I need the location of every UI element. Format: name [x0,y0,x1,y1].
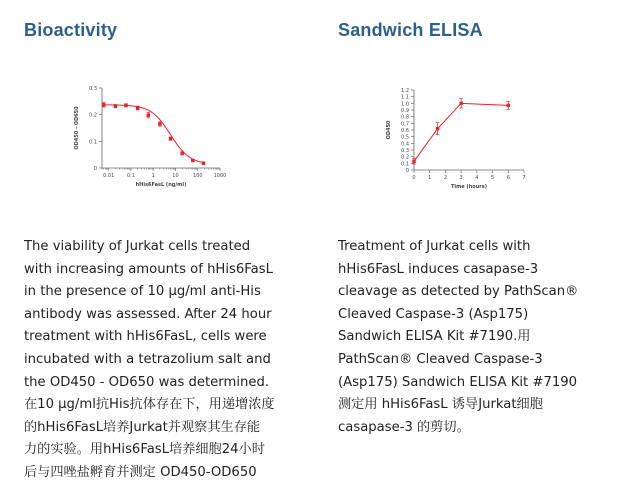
y-tick-label: 0.3 [89,86,97,92]
x-tick-label: 1 [428,175,432,181]
data-point [202,162,205,165]
description-line: antibody was assessed. After 24 hour [24,306,272,322]
x-tick-label: 1 [151,173,155,179]
y-tick-label: 0.3 [401,148,409,154]
data-point [507,104,510,107]
data-point [147,114,150,117]
bioactivity-description [24,236,308,485]
description-line: treatment with hHis6FasL, cells were [24,329,267,345]
x-tick-label: 0.1 [126,173,135,179]
description-line: PathScan® Cleaved Caspase-3 [338,351,543,367]
description-line: (Asp175) Sandwich ELISA Kit #7190 [338,374,578,390]
bioactivity-chart [62,78,232,196]
data-point [412,160,415,163]
y-tick-label: 0.7 [401,121,409,128]
data-point [459,102,462,105]
x-tick-label: 2 [443,175,448,181]
data-point [180,152,183,155]
x-tick-label: 7 [522,175,526,181]
sandwich-elisa-chart-svg [378,78,538,196]
y-tick-label: 1.2 [401,88,409,94]
data-point [102,103,105,106]
description-line: cleavage as detected by PathScan® [338,284,579,300]
series-line [104,105,204,163]
y-tick-label: 0.9 [401,108,409,114]
x-tick-label: 0.01 [103,173,115,179]
description-line: 在10 µg/ml抗His抗体存在下，用递增浓度 [24,397,275,413]
data-point [136,106,139,109]
description-line: 后与四唑盐孵育并测定 OD450-OD650 [24,464,257,480]
y-tick-label: 0.1 [401,161,409,168]
description-line: 测定用 hHis6FasL 诱导Jurkat细胞 [338,397,543,413]
x-tick-label: 100 [192,173,203,179]
description-line: casapase-3 的剪切。 [338,419,470,435]
bioactivity-chart-svg [62,78,232,196]
description-line: Treatment of Jurkat cells with [338,239,531,254]
y-tick-label: 0.2 [401,154,409,161]
x-tick-label: 4 [475,175,479,181]
description-line: hHis6FasL induces casapase-3 [338,261,539,277]
series-line [414,103,508,161]
y-tick-label: 0.1 [89,139,97,146]
x-axis-label: hHis6FasL (ng/ml) [135,182,187,188]
description-line: in the presence of 10 µg/ml anti-His [24,284,261,300]
x-tick-label: 3 [459,175,463,181]
sandwich-elisa-heading: Sandwich ELISA [338,20,483,40]
data-point [114,104,117,107]
data-point [436,127,439,130]
data-point [169,137,172,140]
description-line: Sandwich ELISA Kit #7190.用 [338,329,531,345]
description-line: The viability of Jurkat cells treated [24,239,251,254]
y-tick-label: 0.4 [401,141,409,148]
sandwich-elisa-description [338,236,622,439]
x-tick-label: 5 [490,175,495,181]
description-line: 的hHis6FasL培养Jurkat并观察其生存能 [24,419,261,435]
y-tick-label: 0.5 [401,134,409,141]
y-axis-label: OD450 - OD650 [74,106,80,150]
data-point [124,104,127,107]
y-axis-label: OD450 [386,120,392,140]
x-tick-label: 1000 [213,173,227,179]
y-tick-label: 0 [93,166,97,172]
y-tick-label: 0 [405,168,409,174]
description-line: incubated with a tetrazolium salt and [24,351,271,367]
y-tick-label: 1.0 [401,101,409,108]
data-point [158,122,161,125]
description-line: Cleaved Caspase-3 (Asp175) [338,306,529,322]
y-tick-label: 1.1 [401,94,409,101]
x-tick-label: 6 [506,175,510,181]
data-point [191,159,194,162]
y-tick-label: 0.2 [89,112,97,119]
y-tick-label: 0.8 [401,114,409,121]
bioactivity-heading: Bioactivity [24,20,118,40]
y-tick-label: 0.6 [401,128,409,134]
sandwich-elisa-chart [378,78,538,196]
description-line: 力的实验。用hHis6FasL培养细胞24小时 [24,442,265,458]
x-tick-label: 0 [412,175,416,181]
description-line: the OD450 - OD650 was determined. [24,374,270,390]
description-line: with increasing amounts of hHis6FasL [24,261,273,277]
x-tick-label: 10 [172,173,179,179]
x-axis-label: Time (hours) [450,184,488,190]
